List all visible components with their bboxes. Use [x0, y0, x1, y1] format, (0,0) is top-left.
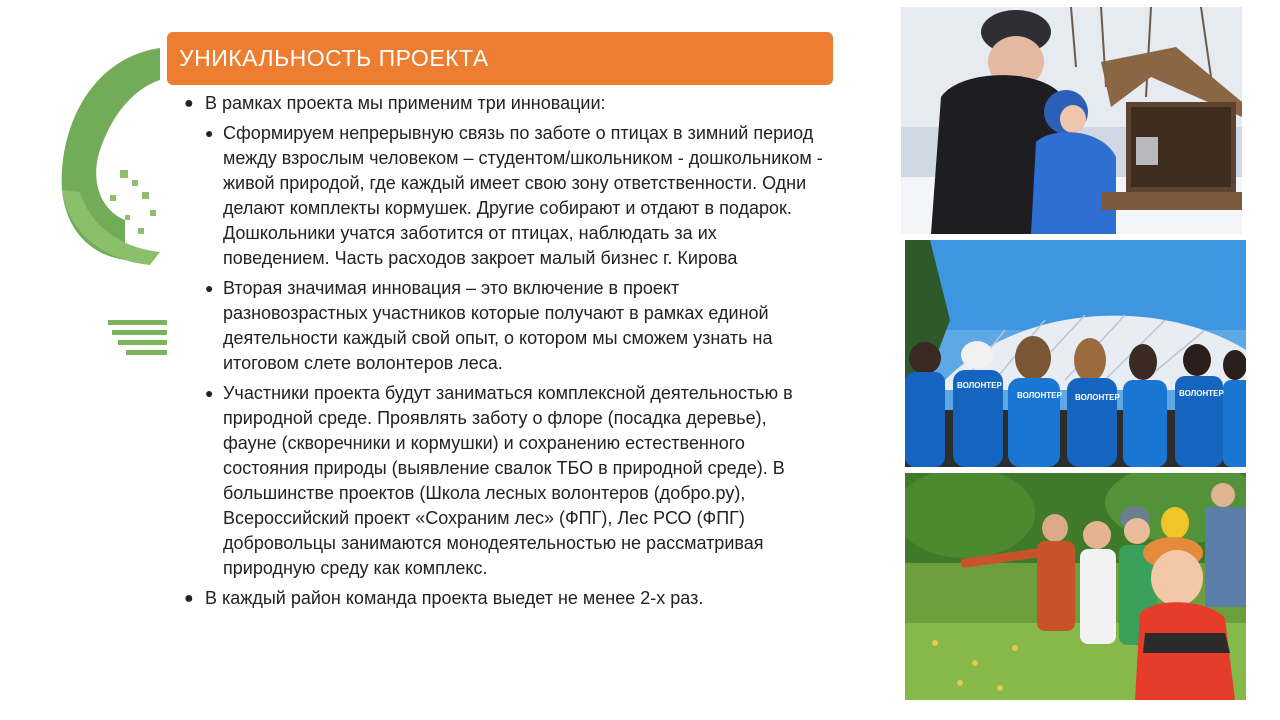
shirt-label: ВОЛОНТЕР	[1017, 391, 1062, 400]
shirt-label: ВОЛОНТЕР	[1075, 393, 1120, 402]
list-item	[167, 586, 835, 611]
bullet-icon: ●	[205, 125, 214, 141]
content-panel	[167, 88, 835, 688]
innovation-3-text: Участники проекта будут заниматься комплексной деятельностью в природной среде. Проявлять заботу о флоре (посадка деревье), фауне (скворечники и кормушки) и сохранению естественного состояния природы (выявление свалок ТБО в природной среде). В большинстве проектов (Школа лесных волонтеров (добро.ру), Всероссийский проект «Сохраним лес» (ФПГ), Лес РСО (ФПГ) добровольцы занимаются монодеятельностью не рассматривая природную среду как комплекс.	[223, 383, 793, 578]
shirt-label: ВОЛОНТЕР	[1179, 389, 1224, 398]
photo-birdwatching	[905, 473, 1246, 700]
list-item	[167, 91, 835, 116]
bullet-icon: ●	[184, 590, 194, 607]
photo-volunteers	[905, 240, 1246, 467]
photo-bird-feeder	[901, 7, 1242, 234]
list-item	[167, 381, 823, 581]
innovation-2-text: Вторая значимая инновация – это включение в проект разновозрастных участников которые получают в рамках единой деятельности каждый свой опыт, о котором мы сможем узнать на итоговом слете волонтеров леса.	[223, 278, 773, 373]
intro-text: В рамках проекта мы применим три инновации:	[205, 93, 606, 113]
slide-title: УНИКАЛЬНОСТЬ ПРОЕКТА	[167, 32, 833, 85]
closing-text: В каждый район команда проекта выедет не менее 2-х раз.	[205, 588, 704, 608]
bullet-icon: ●	[205, 280, 214, 296]
list-item	[167, 276, 823, 376]
shirt-label: ВОЛОНТЕР	[957, 381, 1002, 390]
list-item	[167, 121, 823, 271]
innovation-1-text: Сформируем непрерывную связь по заботе о птицах в зимний период между взрослым человеком – студентом/школьником - дошкольником - живой природой, где каждый имеет свою зону ответственности. Одни делают комплекты кормушек. Другие собирают и отдают в подарок. Дошкольники учатся заботится от птицах, наблюдать за их поведением. Часть расходов закроет малый бизнес г. Кирова	[223, 123, 823, 268]
bullet-list	[167, 91, 835, 611]
bullet-icon: ●	[184, 95, 194, 112]
bullet-icon: ●	[205, 385, 214, 401]
